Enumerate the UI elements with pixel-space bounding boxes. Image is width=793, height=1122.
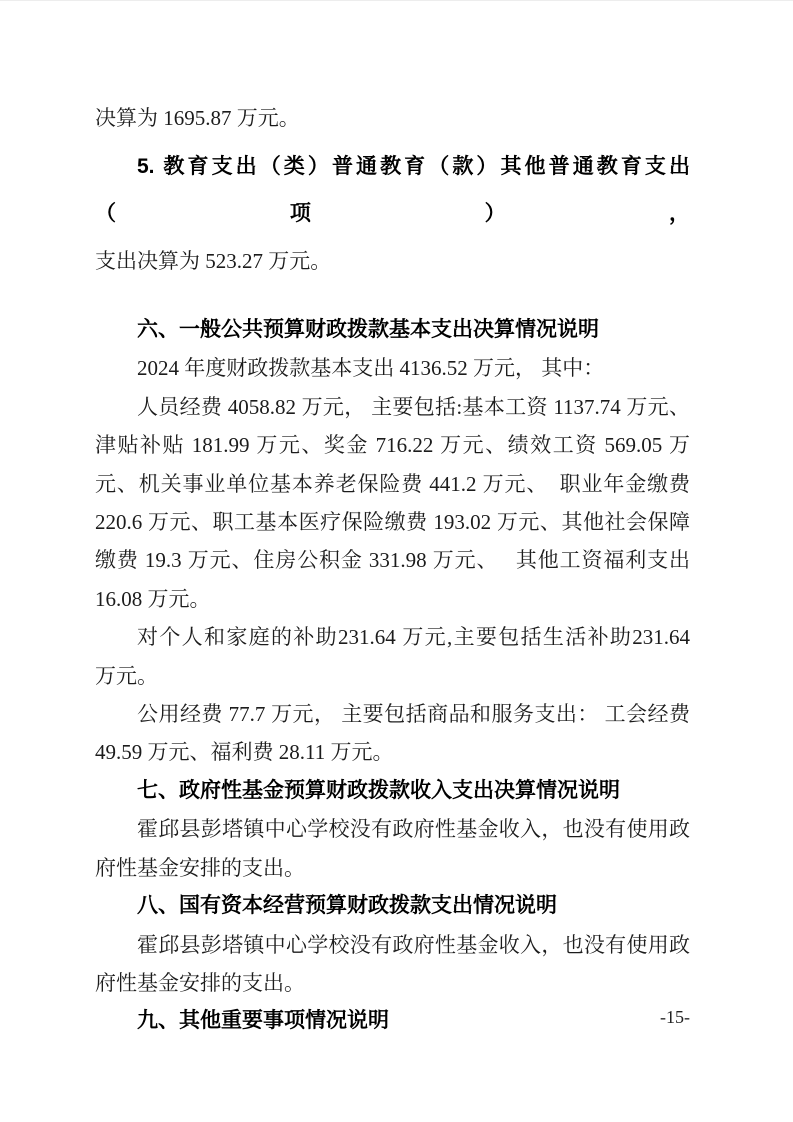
text-line: 公用经费 77.7 万元， 主要包括商品和服务支出： 工会经费 (137, 702, 690, 727)
text-line: 对个人和家庭的补助231.64 万元,主要包括生活补助231.64 (137, 625, 690, 650)
text-line: 49.59 万元、福利费 28.11 万元。 (95, 740, 394, 765)
text-line: 霍邱县彭塔镇中心学校没有政府性基金收入，也没有使用政 (137, 932, 690, 957)
text-line: 人员经费 4058.82 万元， 主要包括:基本工资 1137.74 万元、 (137, 394, 690, 419)
text-line: 府性基金安排的支出。 (95, 855, 305, 880)
section-heading: 六、一般公共预算财政拨款基本支出决算情况说明 (137, 318, 599, 341)
section-heading: 5. 教育支出（类）普通教育（款）其他普通教育支出（项）， (95, 154, 690, 225)
text-line: 16.08 万元。 (95, 586, 211, 611)
text-line: 支出决算为 523.27 万元。 (95, 248, 332, 273)
text-line: 缴费 19.3 万元、住房公积金 331.98 万元、 其他工资福利支出 (95, 548, 690, 573)
text-line: 万元。 (95, 663, 158, 688)
text-line: 津贴补贴 181.99 万元、奖金 716.22 万元、绩效工资 569.05 万 (95, 433, 690, 458)
paragraph-spacer (95, 285, 690, 311)
document-body (95, 95, 690, 1041)
page-number: -15- (660, 1007, 690, 1027)
text-line: 霍邱县彭塔镇中心学校没有政府性基金收入，也没有使用政 (137, 817, 690, 842)
text-line: 决算为 1695.87 万元。 (95, 106, 300, 130)
section-heading: 七、政府性基金预算财政拨款收入支出决算情况说明 (137, 778, 620, 802)
text-line: 2024 年度财政拨款基本支出 4136.52 万元， 其中： (137, 356, 605, 381)
text-line: 220.6 万元、职工基本医疗保险缴费 193.02 万元、其他社会保障 (95, 510, 690, 535)
text-line: 元、机关事业单位基本养老保险费 441.2 万元、 职业年金缴费 (95, 471, 690, 496)
section-heading: 八、国有资本经营预算财政拨款支出情况说明 (137, 894, 557, 918)
text-line: 府性基金安排的支出。 (95, 970, 305, 995)
section-heading: 九、其他重要事项情况说明 (137, 1009, 389, 1033)
